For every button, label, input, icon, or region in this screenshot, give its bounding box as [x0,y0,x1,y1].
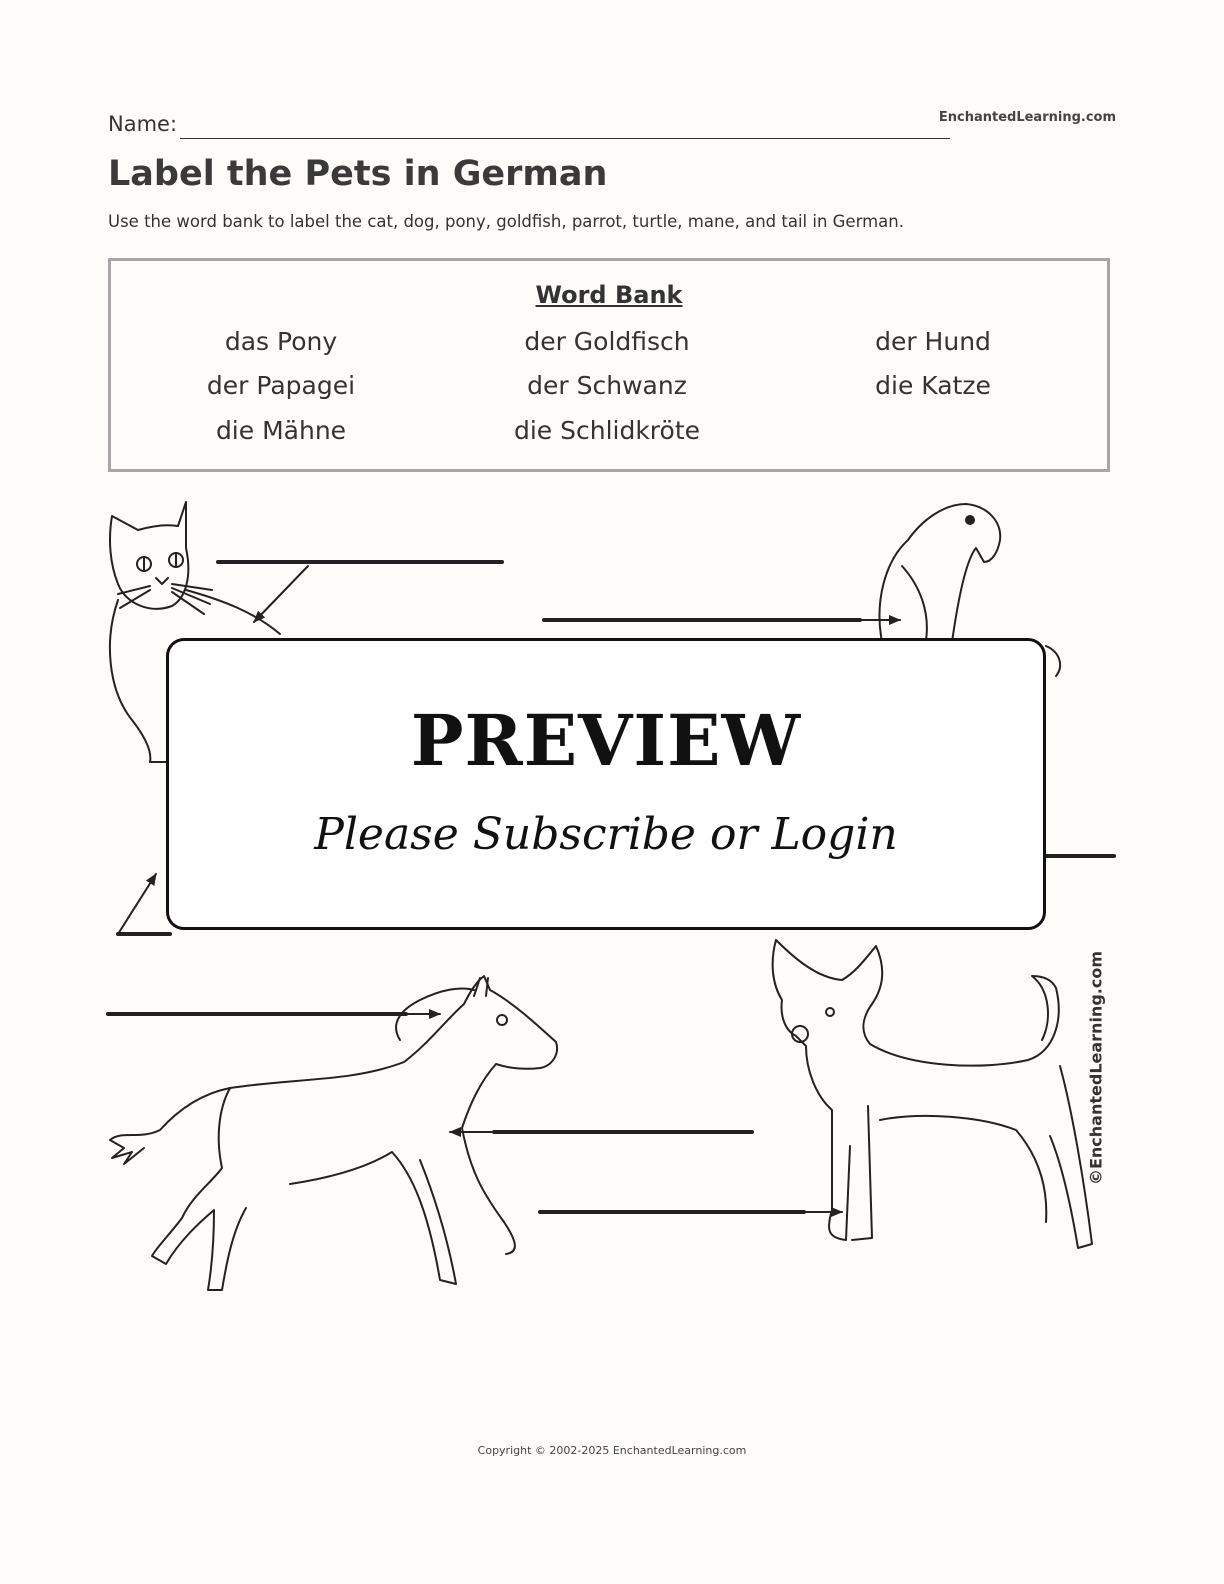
word-bank-word: das Pony [224,327,338,356]
word-bank-word: der Papagei [206,371,356,400]
preview-title: PREVIEW [410,699,802,782]
subscribe-login-link[interactable]: Please Subscribe or Login [314,809,898,860]
word-bank-title: Word Bank [535,281,683,309]
page-title: Label the Pets in German [108,154,608,194]
word-bank-word: der Hund [875,327,991,356]
preview-overlay[interactable] [166,638,1046,930]
footer-copyright: Copyright © 2002-2025 EnchantedLearning.com [477,1444,747,1457]
word-bank-word: die Mähne [215,416,347,445]
word-bank-word: die Schlidkröte [513,416,701,445]
arrow [254,566,308,622]
instructions: Use the word bank to label the cat, dog, pony, goldfish, parrot, turtle, mane, and tail in German. [108,212,904,231]
site-brand: EnchantedLearning.com [938,110,1116,125]
name-label: Name: [108,112,178,136]
vertical-watermark: ©EnchantedLearning.com [1086,950,1106,1186]
word-bank-word: der Schwanz [527,371,687,400]
word-bank-word: die Katze [875,371,991,400]
arrow [118,874,156,934]
dog-drawing [773,940,1092,1248]
word-bank-word: der Goldfisch [524,327,690,356]
